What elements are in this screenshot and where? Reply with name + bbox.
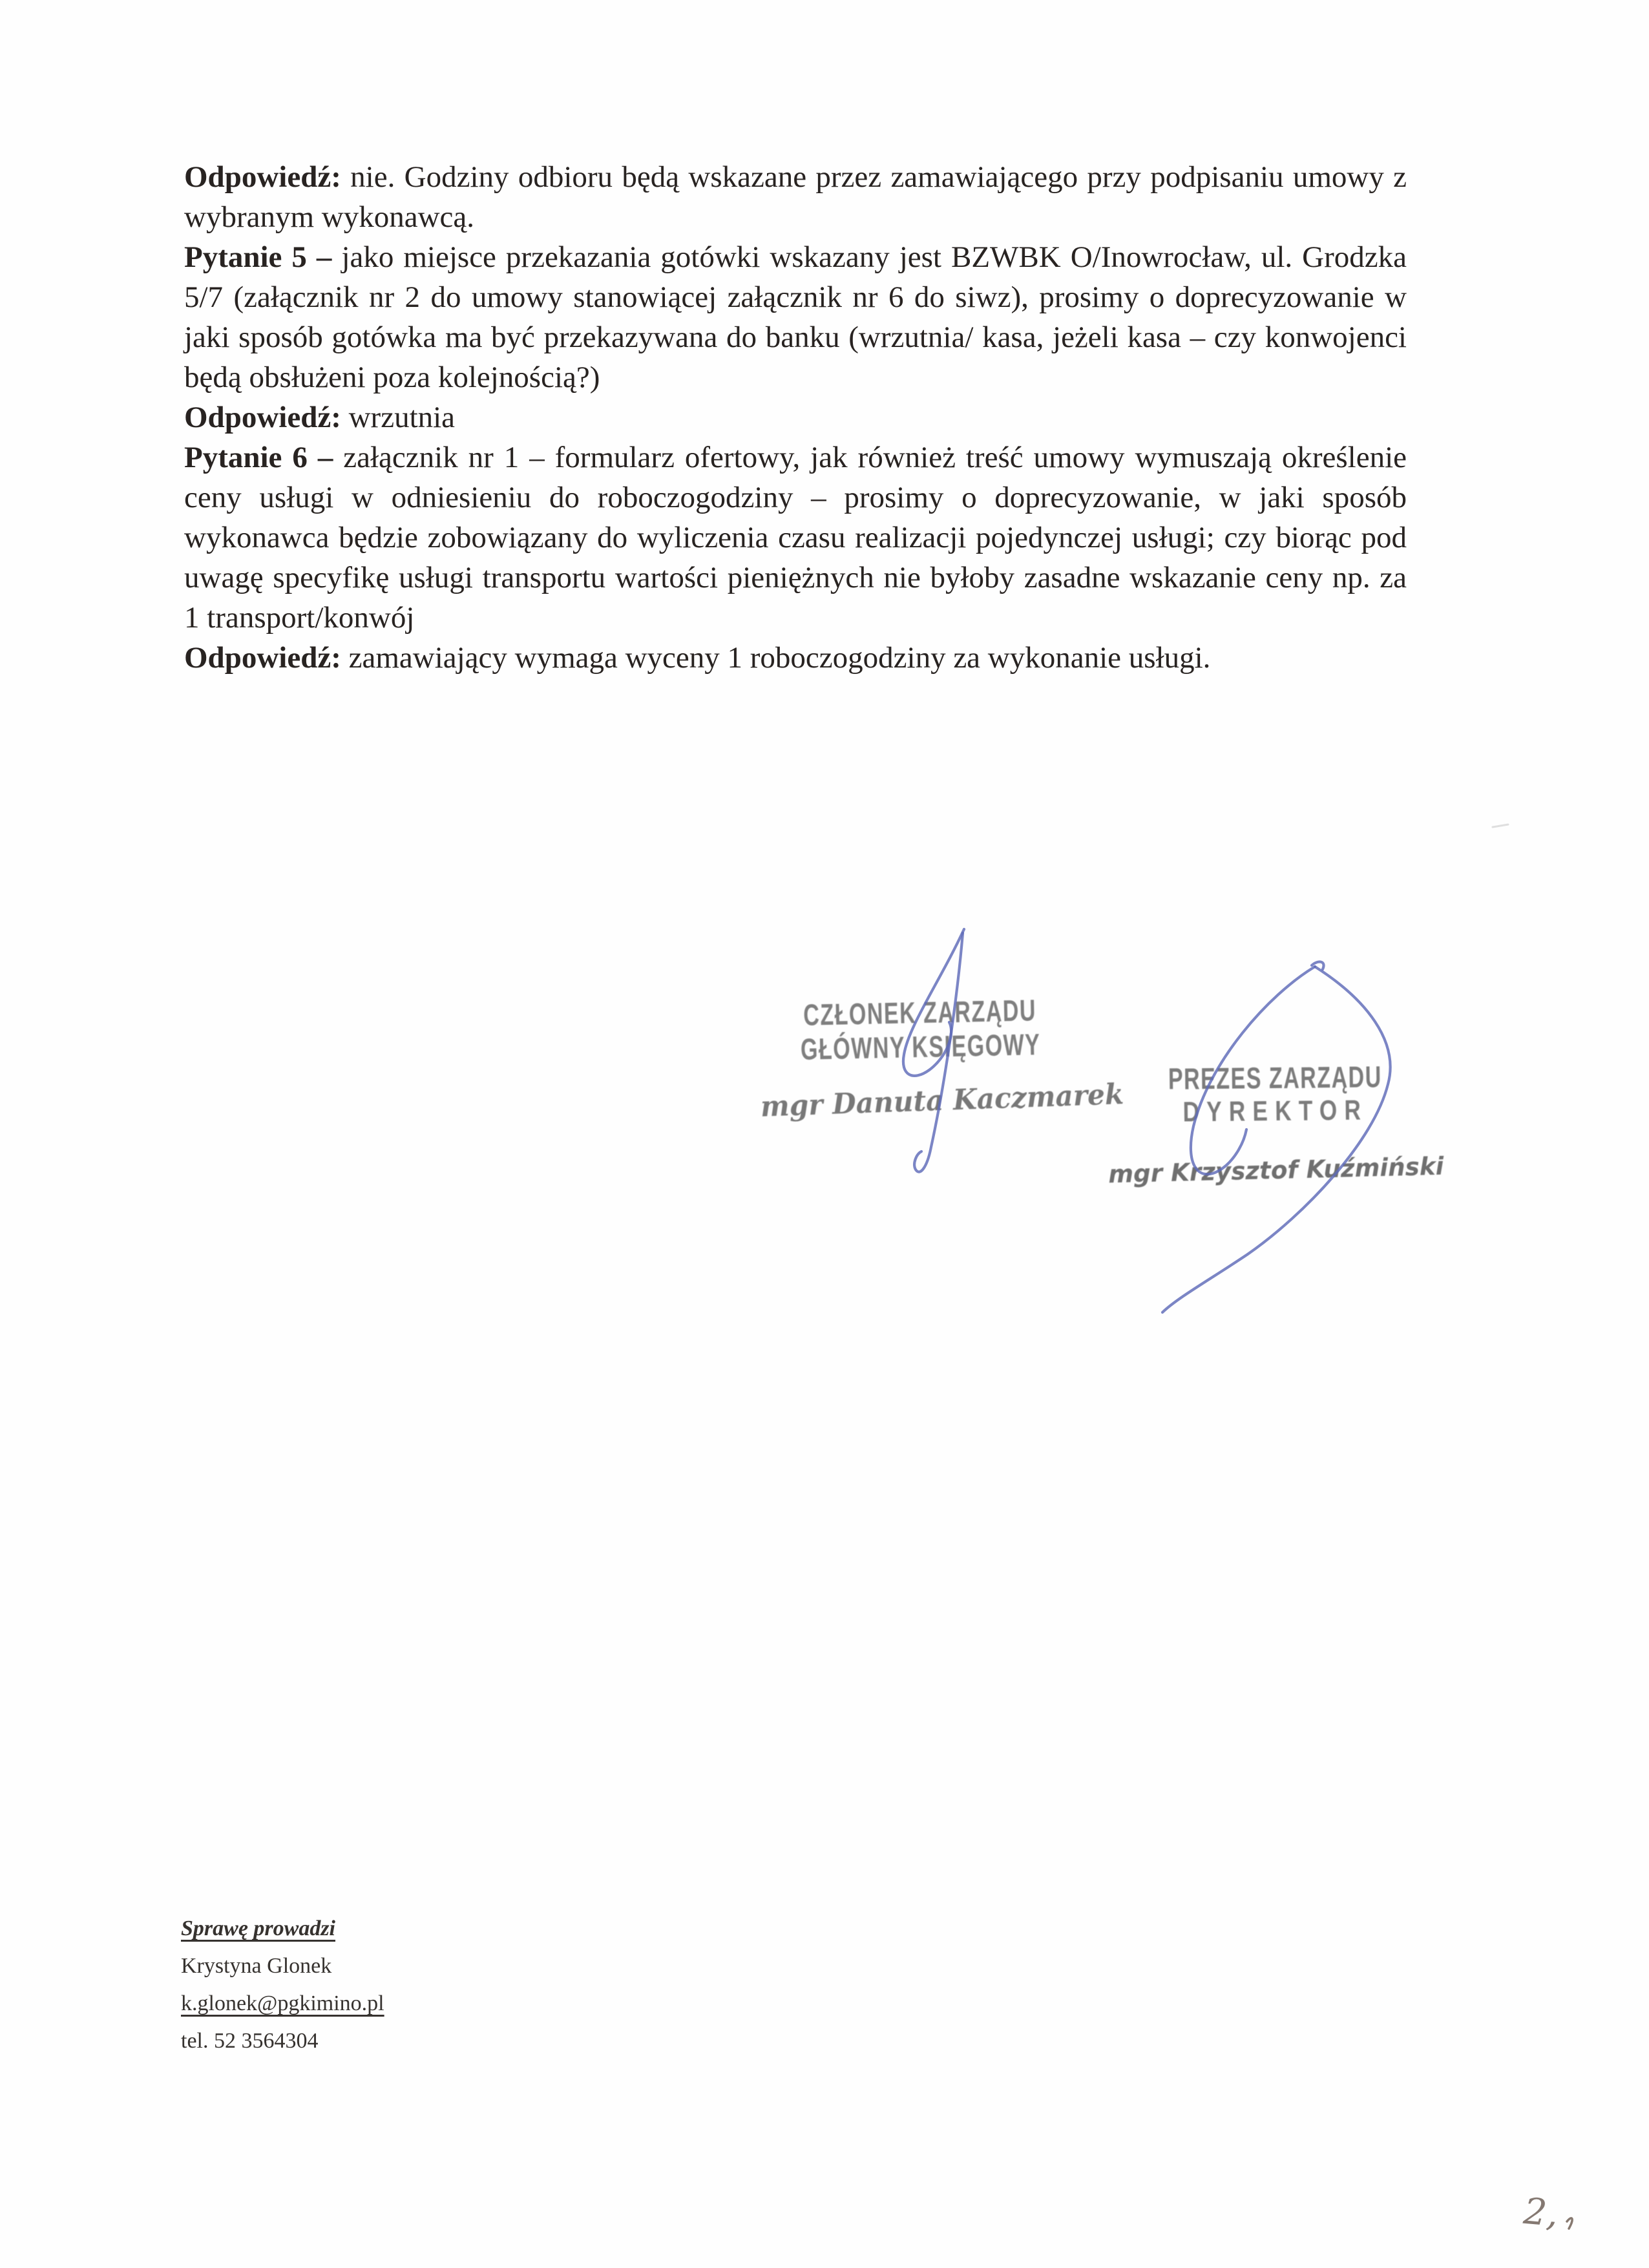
- footer-contact-phone: tel. 52 3564304: [181, 2029, 319, 2053]
- stamp-board-member-name: mgr Danuta Kaczmarek: [760, 1078, 1124, 1124]
- stamp-president: [1094, 1059, 1457, 1189]
- paragraph-lead: Pytanie 5 –: [184, 240, 332, 274]
- pen-tick: [1567, 2218, 1572, 2229]
- paragraph-lead: Odpowiedź:: [184, 641, 341, 675]
- paragraph: Pytanie 6 – załącznik nr 1 – formularz ofertowy, jak również treść umowy wymuszają określenie ceny usługi w odniesieniu do roboczogodziny – prosimy o doprecyzowanie, w jaki sposób wykonawca będzie zobowiązany do wyliczenia czasu realizacji pojedynczej usługi; czy biorąc pod uwagę specyfikę usługi transportu wartości pieniężnych nie byłoby zasadne wskazanie ceny np. za 1 transport/konwój: [184, 441, 1407, 635]
- paragraph: Odpowiedź: nie. Godziny odbioru będą wskazane przez zamawiającego przy podpisaniu umowy z wybranym wykonawcą.: [184, 160, 1407, 234]
- footer-heading: Sprawę prowadzi: [181, 1916, 335, 1940]
- paragraph: Pytanie 5 – jako miejsce przekazania gotówki wskazany jest BZWBK O/Inowrocław, ul. Grodzka 5/7 (załącznik nr 2 do umowy stanowiącej załącznik nr 6 do siwz), prosimy o doprecyzowanie w jaki sposób gotówka ma być przekazywana do banku (wrzutnia/ kasa, jeżeli kasa – czy konwojenci będą obsłużeni poza kolejnością?): [184, 240, 1407, 394]
- paragraph: Odpowiedź: zamawiający wymaga wyceny 1 roboczogodziny za wykonanie usługi.: [184, 641, 1211, 675]
- paragraph-lead: Pytanie 6 –: [184, 441, 333, 474]
- stamp-president-name: mgr Krzysztof Kuźmiński: [1108, 1151, 1444, 1189]
- paragraph-lead: Odpowiedź:: [184, 401, 341, 434]
- signature-krzysztof-kuzminski-hook: [1312, 961, 1324, 969]
- body-paragraphs: [184, 157, 1407, 678]
- footer-contact: [181, 1910, 384, 2060]
- paragraph-lead: Odpowiedź:: [184, 160, 341, 194]
- stamp-president-title-line1: PREZES ZARZĄDU: [1168, 1060, 1382, 1096]
- paragraph: Odpowiedź: wrzutnia: [184, 401, 456, 434]
- stamp-board-member: [751, 992, 1124, 1124]
- stamp-board-member-title-line1: CZŁONEK ZARZĄDU: [803, 993, 1037, 1032]
- footer-contact-email: k.glonek@pgkimino.pl: [181, 1991, 384, 2015]
- footer-contact-name: Krystyna Glonek: [181, 1954, 332, 1978]
- scan-artifact-dash: [1493, 824, 1508, 827]
- stamp-president-title-line2: DYREKTOR: [1182, 1094, 1369, 1128]
- stamp-board-member-title-line2: GŁÓWNY KSIĘGOWY: [800, 1027, 1041, 1066]
- handwritten-page-number: 2,: [1522, 2190, 1560, 2236]
